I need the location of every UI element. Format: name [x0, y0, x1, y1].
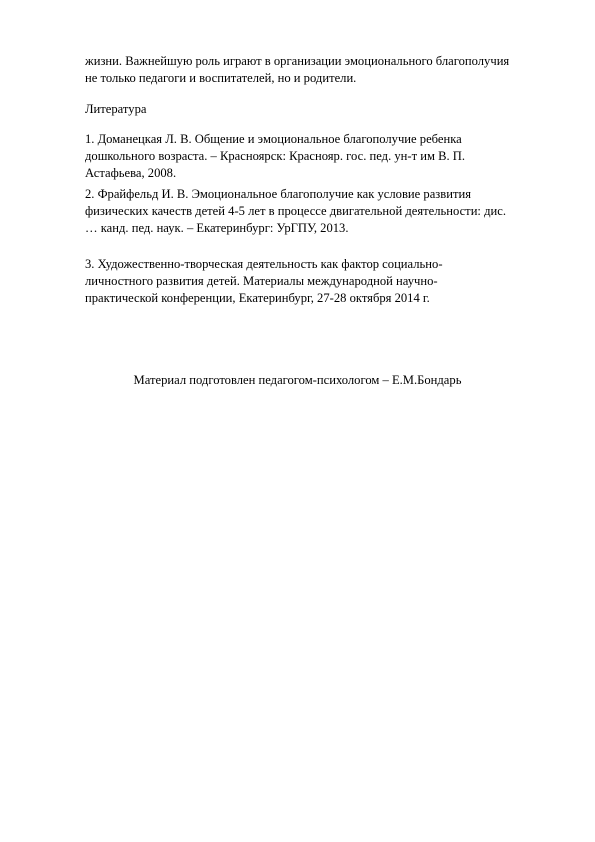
reference-item-3	[85, 256, 525, 307]
intro-paragraph	[85, 53, 525, 87]
intro-line: жизни. Важнейшую роль играют в организации эмоционального благополучия	[85, 54, 510, 68]
reference-line: 1. Доманецкая Л. В. Общение и эмоциональное благополучие ребенка	[85, 132, 462, 146]
author-note	[0, 372, 595, 389]
reference-line: практической конференции, Екатеринбург, 27-28 октября 2014 г.	[85, 291, 430, 305]
literature-heading	[85, 101, 525, 118]
reference-line: … канд. пед. наук. – Екатеринбург: УрГПУ, 2013.	[85, 221, 349, 235]
reference-line: физических качеств детей 4-5 лет в процессе двигательной деятельности: дис.	[85, 204, 506, 218]
reference-line: Астафьева, 2008.	[85, 166, 177, 180]
literature-heading-text: Литература	[85, 102, 147, 116]
reference-item-1	[85, 131, 525, 182]
reference-line: личностного развития детей. Материалы международной научно-	[85, 274, 438, 288]
reference-line: 2. Фрайфельд И. В. Эмоциональное благополучие как условие развития	[85, 187, 471, 201]
intro-line: не только педагоги и воспитателей, но и родители.	[85, 71, 357, 85]
author-note-text: Материал подготовлен педагогом-психологом – Е.М.Бондарь	[133, 373, 462, 387]
reference-line: 3. Художественно-творческая деятельность как фактор социально-	[85, 257, 443, 271]
reference-item-2	[85, 186, 525, 237]
reference-line: дошкольного возраста. – Красноярск: Краснояр. гос. пед. ун-т им В. П.	[85, 149, 466, 163]
